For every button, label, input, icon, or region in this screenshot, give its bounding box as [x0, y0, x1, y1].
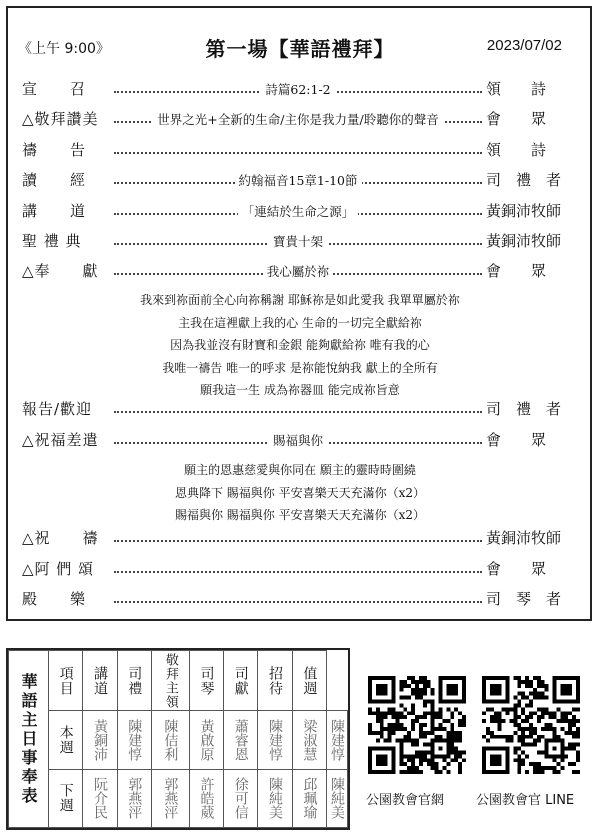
- service-item-content: 世界之光+全新的生命/主你是我力量/聆聽你的聲音: [153, 112, 442, 127]
- roster-header: 項目: [49, 651, 83, 711]
- service-item-leader: 會 眾: [486, 431, 547, 449]
- roster-cell: 黃銅沛: [83, 711, 117, 770]
- roster-cell: 蕭睿恩: [224, 711, 258, 770]
- ministry-roster: [6, 648, 350, 830]
- offering-lyrics: [0, 289, 600, 402]
- roster-cell: 郭燕泙: [117, 769, 151, 828]
- service-item: [22, 139, 570, 163]
- website-qr-label: 公園教會官網: [366, 793, 445, 808]
- service-item: [22, 588, 570, 612]
- service-time: 《上午 9:00》: [18, 41, 110, 57]
- service-item-label: 講 道: [22, 202, 87, 220]
- service-item-label: △祝福差遣: [22, 431, 99, 449]
- roster-cell: 陳純美: [327, 769, 348, 828]
- roster-row-label: 下週: [49, 769, 83, 828]
- service-item-label: 報告/歡迎: [22, 400, 93, 418]
- service-item-leader: 黃銅沛牧師: [486, 529, 562, 547]
- service-item-label: △祝 禱: [22, 529, 99, 547]
- website-qr-code-icon[interactable]: [368, 676, 466, 774]
- roster-header: 講道: [83, 651, 117, 711]
- service-item-leader: 司 禮 者: [486, 171, 562, 189]
- blessing-lyrics: [0, 459, 600, 527]
- service-item-leader: 黃銅沛牧師: [486, 232, 562, 250]
- roster-cell: 陳建惇: [327, 711, 348, 770]
- page-title: 第一場【華語禮拜】: [205, 37, 395, 61]
- service-item-label: 殿 樂: [22, 590, 87, 608]
- service-item-leader: 領 詩: [486, 141, 547, 159]
- service-item-content: 「連結於生命之源」: [238, 204, 359, 219]
- service-item-label: △奉 獻: [22, 262, 99, 280]
- service-item-label: 宣 召: [22, 80, 87, 98]
- service-item: [22, 230, 570, 254]
- lyric-line: 願主的恩惠慈愛與你同在 願主的靈時時圍繞: [184, 463, 416, 477]
- service-item-content: 約翰福音15章1-10節: [235, 173, 362, 188]
- roster-header: 敬拜主領: [151, 651, 189, 711]
- lyric-line: 恩典降下 賜福與你 平安喜樂天天充滿你（x2）: [174, 485, 426, 500]
- roster-header: 值週: [292, 651, 326, 711]
- service-item-content: 賜福與你: [269, 433, 327, 448]
- dotted-leader: [114, 540, 482, 542]
- lyric-line: 賜福與你 賜福與你 平安喜樂天天充滿你（x2）: [174, 508, 426, 522]
- lyric-line: 我唯一禱告 唯一的呼求 是祢能悅納我 獻上的全所有: [162, 360, 438, 375]
- dotted-leader: [114, 152, 482, 154]
- service-item: [22, 398, 570, 422]
- lyric-line: 因為我並沒有財寶和金銀 能夠獻給祢 唯有我的心: [170, 338, 430, 352]
- roster-cell: 許皓葳: [189, 769, 223, 828]
- roster-header: 司琴: [189, 651, 223, 711]
- service-item-leader: 黃銅沛牧師: [486, 202, 562, 220]
- roster-row-label: 本週: [49, 711, 83, 770]
- service-item-leader: 會 眾: [486, 110, 547, 128]
- service-item-leader: 會 眾: [486, 560, 547, 578]
- service-item: [22, 169, 570, 193]
- roster-cell: 郭燕泙: [151, 769, 189, 828]
- service-item-leader: 領 詩: [486, 80, 547, 98]
- roster-cell: 阮介民: [83, 769, 117, 828]
- service-item-content: 我心屬於祢: [263, 264, 334, 279]
- roster-header: 司獻: [224, 651, 258, 711]
- lyric-line: 我來到祢面前全心向祢稱謝 耶穌祢是如此愛我 我單單屬於祢: [140, 293, 460, 307]
- service-item-content: 寶貴十架: [269, 234, 327, 249]
- roster-cell: 陳建惇: [117, 711, 151, 770]
- service-item: [22, 200, 570, 224]
- service-item: [22, 558, 570, 582]
- roster-cell: 陳建惇: [258, 711, 292, 770]
- roster-cell: 黃啟原: [189, 711, 223, 770]
- dotted-leader: [114, 411, 482, 413]
- service-item-label: 禱 告: [22, 141, 87, 159]
- service-item: [22, 429, 570, 453]
- service-item: [22, 527, 570, 551]
- roster-cell: 陳佶利: [151, 711, 189, 770]
- dotted-leader: [114, 571, 482, 573]
- roster-cell: 徐可信: [224, 769, 258, 828]
- service-item-label: △阿 們 頌: [22, 560, 95, 578]
- service-date: 2023/07/02: [486, 37, 562, 54]
- service-item-leader: 司 琴 者: [486, 590, 562, 608]
- roster-header: 司禮: [117, 651, 151, 711]
- line-qr-label: 公園教會官 LINE: [476, 793, 575, 808]
- roster-cell: 陳純美: [258, 769, 292, 828]
- roster-row-next-week: [9, 769, 348, 828]
- roster-cell: 梁淑慧: [292, 711, 326, 770]
- service-item: [22, 78, 570, 102]
- dotted-leader: [114, 601, 482, 603]
- roster-row-this-week: [9, 711, 348, 770]
- roster-title: 華語主日事奉表: [9, 651, 49, 828]
- service-item-content: 詩篇62:1-2: [261, 82, 334, 97]
- service-item-label: 讀 經: [22, 171, 87, 189]
- service-item-label: △敬拜讚美: [22, 110, 99, 128]
- roster-cell: 邱珮瑜: [292, 769, 326, 828]
- service-item-leader: 司 禮 者: [486, 400, 562, 418]
- lyric-line: 主我在這裡獻上我的心 生命的一切完全獻給祢: [178, 315, 422, 330]
- roster-header: 招待: [258, 651, 292, 711]
- service-item: [22, 108, 570, 132]
- service-item: [22, 260, 570, 284]
- lyric-line: 願我這一生 成為祢器皿 能完成祢旨意: [200, 383, 400, 397]
- line-qr-code-icon[interactable]: [482, 676, 580, 774]
- service-item-leader: 會 眾: [486, 262, 547, 280]
- service-item-label: 聖 禮 典: [22, 232, 82, 250]
